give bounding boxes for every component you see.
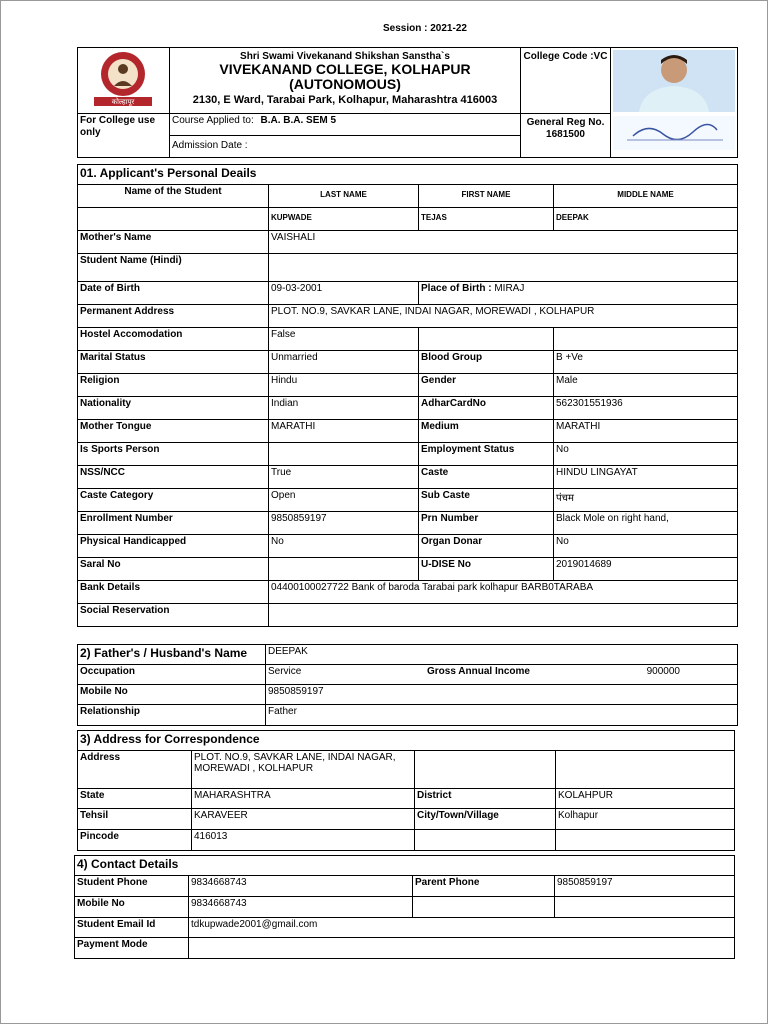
- mother-tongue-value: MARATHI: [269, 420, 419, 443]
- social-label: Social Reservation: [78, 604, 269, 627]
- income-label: Gross Annual Income: [368, 665, 590, 685]
- occupation-label: Occupation: [78, 665, 266, 685]
- caste-value: HINDU LINGAYAT: [554, 466, 738, 489]
- gender-value: Male: [554, 374, 738, 397]
- father-section-title: 2) Father's / Husband's Name: [78, 645, 266, 665]
- relationship-label: Relationship: [78, 705, 266, 726]
- religion-label: Religion: [78, 374, 269, 397]
- district-value: KOLAHPUR: [556, 789, 735, 809]
- college-code: College Code :VC: [521, 48, 611, 114]
- hindi-name-label: Student Name (Hindi): [78, 254, 269, 282]
- first-name-header: FIRST NAME: [419, 185, 554, 208]
- payment-mode-value: [189, 938, 735, 959]
- religion-value: Hindu: [269, 374, 419, 397]
- district-label: District: [415, 789, 556, 809]
- dob-label: Date of Birth: [78, 282, 269, 305]
- student-photo-cell: [611, 48, 738, 158]
- permanent-address-value: PLOT. NO.9, SAVKAR LANE, INDAI NAGAR, MOREWADI , KOLHAPUR: [269, 305, 738, 328]
- corr-address-label: Address: [78, 751, 192, 789]
- parent-phone-label: Parent Phone: [413, 876, 555, 897]
- dob-value: 09-03-2001: [269, 282, 419, 305]
- student-phone-value: 9834668743: [189, 876, 413, 897]
- caste-category-label: Caste Category: [78, 489, 269, 512]
- college-title-cell: [170, 48, 521, 114]
- tehsil-label: Tehsil: [78, 809, 192, 830]
- college-autonomous: (AUTONOMOUS): [289, 76, 401, 92]
- sub-caste-label: Sub Caste: [419, 489, 554, 512]
- correspondence-section-title: 3) Address for Correspondence: [78, 731, 735, 751]
- first-name-value: TEJAS: [419, 208, 554, 231]
- state-label: State: [78, 789, 192, 809]
- middle-name-value: DEEPAK: [554, 208, 738, 231]
- adhar-value: 562301551936: [554, 397, 738, 420]
- marital-value: Unmarried: [269, 351, 419, 374]
- hindi-name-value: [269, 254, 738, 282]
- correspondence-table: [77, 730, 735, 851]
- sanstha-name: Shri Swami Vivekanand Shikshan Sanstha`s: [240, 51, 450, 62]
- bank-label: Bank Details: [78, 581, 269, 604]
- college-name: VIVEKANAND COLLEGE, KOLHAPUR: [219, 61, 471, 77]
- nss-value: True: [269, 466, 419, 489]
- marital-label: Marital Status: [78, 351, 269, 374]
- contact-mobile-value: 9834668743: [189, 897, 413, 918]
- nationality-value: Indian: [269, 397, 419, 420]
- father-name-value: DEEPAK: [266, 645, 738, 665]
- sub-caste-value: पंचम: [554, 489, 738, 512]
- caste-label: Caste: [419, 466, 554, 489]
- corr-address-value: PLOT. NO.9, SAVKAR LANE, INDAI NAGAR, MOREWADI , KOLHAPUR: [192, 751, 415, 789]
- place-of-birth: Place of Birth : MIRAJ: [419, 282, 738, 305]
- sports-label: Is Sports Person: [78, 443, 269, 466]
- social-value: [269, 604, 738, 627]
- middle-name-header: MIDDLE NAME: [554, 185, 738, 208]
- last-name-value: KUPWADE: [269, 208, 419, 231]
- medium-value: MARATHI: [554, 420, 738, 443]
- college-address: 2130, E Ward, Tarabai Park, Kolhapur, Maharashtra 416003: [192, 94, 498, 106]
- enrollment-label: Enrollment Number: [78, 512, 269, 535]
- organ-label: Organ Donar: [419, 535, 554, 558]
- name-blank: [78, 208, 269, 231]
- mother-name-value: VAISHALI: [269, 231, 738, 254]
- father-mobile-label: Mobile No: [78, 685, 266, 705]
- father-mobile-value: 9850859197: [266, 685, 738, 705]
- employment-value: No: [554, 443, 738, 466]
- occupation-value: Service: [266, 665, 368, 685]
- city-label: City/Town/Village: [415, 809, 556, 830]
- svg-text:कोल्हापूर: कोल्हापूर: [111, 98, 135, 106]
- name-of-student-label: Name of the Student: [78, 185, 269, 208]
- enrollment-value: 9850859197: [269, 512, 419, 535]
- email-value: tdkupwade2001@gmail.com: [189, 918, 735, 938]
- college-logo-icon: [80, 50, 166, 108]
- general-reg-no: General Reg No. 1681500: [521, 114, 611, 158]
- personal-section-title: 01. Applicant's Personal Deails: [78, 165, 738, 185]
- hostel-label: Hostel Accomodation: [78, 328, 269, 351]
- bank-value: 04400100027722 Bank of baroda Tarabai park kolhapur BARB0TARABA: [269, 581, 738, 604]
- saral-label: Saral No: [78, 558, 269, 581]
- udise-value: 2019014689: [554, 558, 738, 581]
- pincode-value: 416013: [192, 830, 415, 851]
- nss-label: NSS/NCC: [78, 466, 269, 489]
- blood-group-value: B +Ve: [554, 351, 738, 374]
- udise-label: U-DISE No: [419, 558, 554, 581]
- tehsil-value: KARAVEER: [192, 809, 415, 830]
- email-label: Student Email Id: [75, 918, 189, 938]
- contact-mobile-label: Mobile No: [75, 897, 189, 918]
- sports-value: [269, 443, 419, 466]
- permanent-address-label: Permanent Address: [78, 305, 269, 328]
- personal-details-table: [77, 164, 738, 627]
- student-phone-label: Student Phone: [75, 876, 189, 897]
- state-value: MAHARASHTRA: [192, 789, 415, 809]
- contact-table: [74, 855, 735, 959]
- session-label: Session : 2021-22: [383, 23, 467, 34]
- student-photo-icon: [613, 50, 735, 150]
- organ-value: No: [554, 535, 738, 558]
- mother-tongue-label: Mother Tongue: [78, 420, 269, 443]
- parent-phone-value: 9850859197: [555, 876, 735, 897]
- hostel-value: False: [269, 328, 419, 351]
- header-table: [77, 47, 738, 158]
- admission-date: Admission Date :: [170, 136, 521, 158]
- course-applied: Course Applied to: B.A. B.A. SEM 5: [170, 114, 521, 136]
- physical-label: Physical Handicapped: [78, 535, 269, 558]
- employment-label: Employment Status: [419, 443, 554, 466]
- saral-value: [269, 558, 419, 581]
- income-value: 900000: [590, 665, 738, 685]
- adhar-label: AdharCardNo: [419, 397, 554, 420]
- payment-mode-label: Payment Mode: [75, 938, 189, 959]
- pincode-label: Pincode: [78, 830, 192, 851]
- blood-group-label: Blood Group: [419, 351, 554, 374]
- for-college-use: For College use only: [78, 114, 170, 158]
- contact-section-title: 4) Contact Details: [75, 856, 735, 876]
- caste-category-value: Open: [269, 489, 419, 512]
- prn-label: Prn Number: [419, 512, 554, 535]
- relationship-value: Father: [266, 705, 738, 726]
- nationality-label: Nationality: [78, 397, 269, 420]
- gender-label: Gender: [419, 374, 554, 397]
- city-value: Kolhapur: [556, 809, 735, 830]
- physical-value: No: [269, 535, 419, 558]
- medium-label: Medium: [419, 420, 554, 443]
- college-logo: [78, 48, 170, 114]
- mother-name-label: Mother's Name: [78, 231, 269, 254]
- father-details-table: [77, 644, 738, 726]
- last-name-header: LAST NAME: [269, 185, 419, 208]
- prn-value: Black Mole on right hand,: [554, 512, 738, 535]
